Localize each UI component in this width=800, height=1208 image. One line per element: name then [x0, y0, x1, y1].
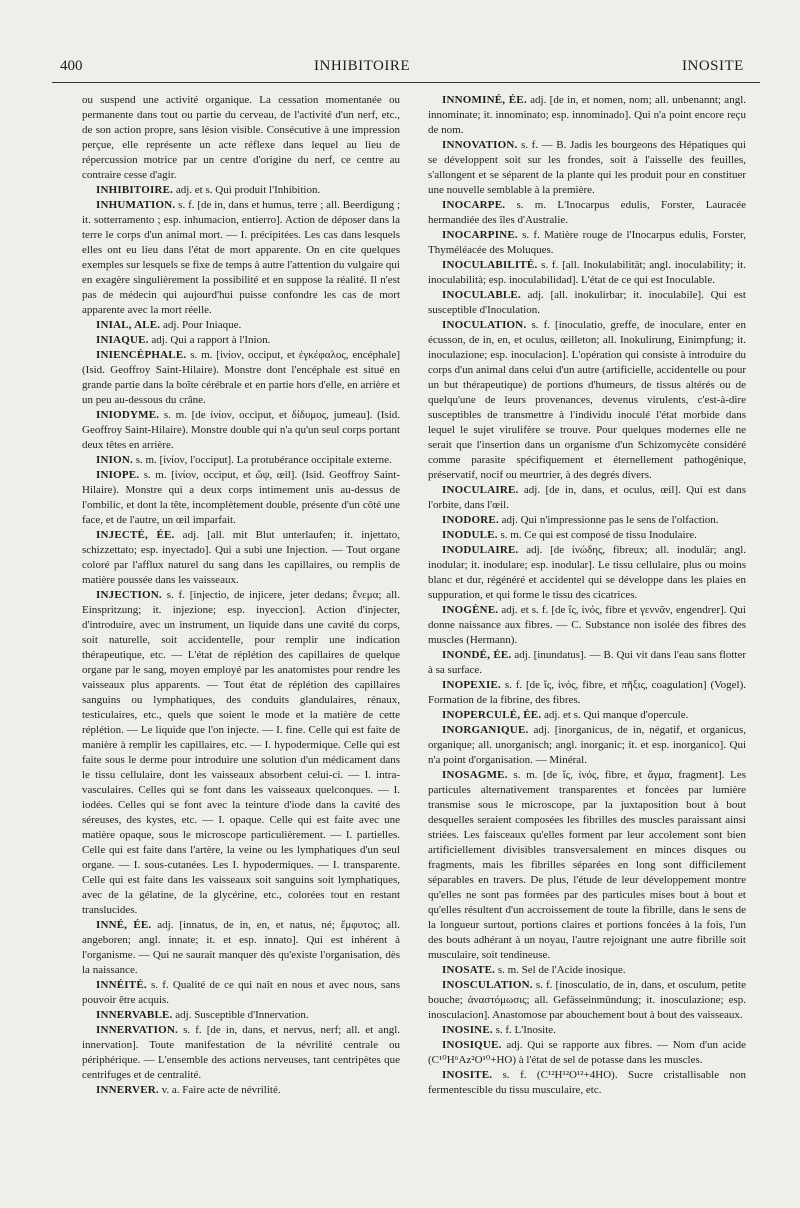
entry-headword: INOGÈNE.: [442, 604, 499, 616]
entry-definition: adj. et s. Qui manque d'opercule.: [541, 709, 689, 721]
entry-definition: s. f. — B. Jadis les bourgeons des Hépatiques qui se développent soit sur les frondes, soit à l'aisselle des feuilles, s'allongent et se séparent de la plante qui les produit pour en constituer une nouvelle semblable à la première.: [428, 139, 746, 196]
dictionary-entry: [428, 1038, 746, 1068]
entry-definition: s. f. [all. Inokulabilität; angl. inoculability; it. inoculabilità; esp. inoculabilidad]. L'état de ce qui est Inoculable.: [428, 259, 746, 286]
entry-definition: adj. Pour Iniaque.: [160, 319, 242, 331]
entry-headword: INOCULAIRE.: [442, 484, 519, 496]
entry-headword: INNERVATION.: [96, 1024, 178, 1036]
entry-headword: INOSIQUE.: [442, 1039, 502, 1051]
left-column: [82, 93, 400, 1098]
dictionary-entry: [82, 918, 400, 978]
entry-definition: adj. Qui a rapport à l'Inion.: [148, 334, 271, 346]
entry-headword: INODULAIRE.: [442, 544, 519, 556]
entry-headword: INNOMINÉ, ÉE.: [442, 94, 527, 106]
dictionary-entry: [82, 528, 400, 588]
entry-definition: s. m. [de ἰνίον, occiput, et δίδυμος, jumeau]. (Isid. Geoffroy Saint-Hilaire). Monstre double qui n'a qu'un seul corps portant deux têtes en arrière.: [82, 409, 400, 451]
entry-headword: INOCARPE.: [442, 199, 506, 211]
entry-definition: s. f. Qualité de ce qui naît en nous et avec nous, sans pouvoir être acquis.: [82, 979, 400, 1006]
entry-definition: ou suspend une activité organique. La cessation momentanée ou permanente dans tout ou partie du cerveau, de l'activité d'un nerf, etc., de son action propre, sans lésion visible. Consécutive à une impression perçue, elle représente un acte réflexe dans lequel au lieu de répercussion motrice par un centre d'origine du nerf, ce centre au contraire cesse d'agir.: [82, 94, 400, 181]
running-head-left: INHIBITOIRE: [314, 58, 411, 74]
dictionary-entry: [82, 1083, 400, 1098]
dictionary-entry: [82, 1023, 400, 1083]
dictionary-entry: [428, 723, 746, 768]
dictionary-entry: [428, 963, 746, 978]
entry-definition: s. f. [de in, dans, et nervus, nerf; all. et angl. innervation]. Toute manifestation de la névrilité centrale ou périphérique. — L'ensemble des actions nerveuses, tant centripètes que centrifuges et de centralité.: [82, 1024, 400, 1081]
entry-headword: INOSINE.: [442, 1024, 493, 1036]
entry-headword: INHUMATION.: [96, 199, 176, 211]
entry-definition: s. m. [ἰνίον, occiput, et ἐγκέφαλος, encéphale] (Isid. Geoffroy Saint-Hilaire). Monstre dont l'encéphale est situé en grande partie dans la boîte cérébrale et en partie hors d'elle, en arrière et un peu au-dessous du crâne.: [82, 349, 400, 406]
entry-headword: INNÉ, ÉE.: [96, 919, 152, 931]
entry-headword: INODULE.: [442, 529, 498, 541]
dictionary-entry: [428, 138, 746, 198]
dictionary-entry: [428, 288, 746, 318]
entry-definition: s. m. Ce qui est composé de tissu Inodulaire.: [497, 529, 697, 541]
dictionary-entry: [428, 513, 746, 528]
dictionary-entry: [82, 468, 400, 528]
entry-definition: adj. et s. f. [de ἴς, ἰνός, fibre et γεννᾶν, engendrer]. Qui donne naissance aux fibres. — C. Substance non isolée des fibres des muscles (Hermann).: [428, 604, 746, 646]
entry-headword: INIODYME.: [96, 409, 160, 421]
entry-definition: adj. [inorganicus, de in, négatif, et organicus, organique; all. unorganisch; angl. inorganic; it. et esp. inorganico]. Qui n'a point d'organisation. — Minéral.: [428, 724, 746, 766]
page-header: [52, 54, 760, 83]
dictionary-entry: [82, 348, 400, 408]
entry-definition: adj. et s. Qui produit l'Inhibition.: [173, 184, 321, 196]
entry-headword: INONDÉ, ÉE.: [442, 649, 512, 661]
entry-definition: adj. Qui se rapporte aux fibres. — Nom d'un acide (C¹⁰H⁶Az²O¹⁰+HO) à l'état de sel de potasse dans les muscles.: [428, 1039, 746, 1066]
entry-definition: v. a. Faire acte de névrilité.: [158, 1084, 281, 1096]
entry-headword: INOCARPINE.: [442, 229, 518, 241]
entry-definition: s. f. [de in, dans et humus, terre ; all. Beerdigung ; it. sotterramento ; esp. inhumacion, entierro]. Action de déposer dans la terre le corps d'un animal mort. — I. précipitées. Les cas dans lesquels elles ont eu lieu dans l'état de mort apparente. On en cite quelques exemples sur lesquels se fixe de temps à autre l'attention du vulgaire qui en exagère singulièrement la possibilité et en suppose la réalité. Il n'est pas de médecin qui aujourd'hui puisse confondre les cas de mort apparente avec la mort réelle.: [82, 199, 400, 316]
page-number: 400: [60, 58, 83, 74]
entry-definition: adj. [de in, et nomen, nom; all. unbenannt; angl. innominate; it. innominato; esp. innominado]. Qui n'a point encore reçu de nom.: [428, 94, 746, 136]
dictionary-entry: [428, 93, 746, 138]
dictionary-entry: [428, 483, 746, 513]
entry-headword: INNERVER.: [96, 1084, 159, 1096]
entry-headword: INJECTION.: [96, 589, 162, 601]
entry-definition: s. f. [injectio, de injicere, jeter dedans; ἔνεμα; all. Einspritzung; it. injezione; esp. inyeccion]. Action d'injecter, d'introduire, avec un instrument, un liquide dans une cavité du corps, soit naturelle, soit accidentelle, pour remplir une indication thérapeutique, etc. — L'état de réplétion des capillaires de quelque organe par le sang, moyen employé par les anatomistes pour rendre les vaisseaux plus apparents. — Tout état de réplétion des capillaires sanguins ou lymphatiques, des conduits glandulaires, rénaux, testiculaires, etc., quels que soient le mode et la matière de cette réplétion. — Le liquide que l'on injecte. — I. fine. Celle qui est faite de manière à remplir les capillaires, etc. — I. hypodermique. Celle qui est faite sous le derme pour introduire une solution d'un médicament dans le tissu cellulaire, dont les vaisseaux absorbent celui-ci. — I. intra-vasculaires. Celles qui se font dans les vaisseaux quelconques. — I. iodées. Celles qui se font avec la teinture d'iode dans la cavité des séreuses, des kystes, etc. — I. opaque. Celle qui est faite avec une matière opaque, sous le microscope particulièrement. — I. partielles. Celle qui est faite dans l'artère, la veine ou les lymphatiques d'un seul organe. — I. sous-cutanées. Les I. hypodermiques. — I. transparente. Celle qui est faite dans les vaisseaux soit sanguins soit lymphatiques, avec de la gélatine, de la glycérine, etc., colorées tout en restant translucides.: [82, 589, 400, 916]
entry-headword: INNÉITÉ.: [96, 979, 147, 991]
dictionary-entry: [428, 1068, 746, 1098]
dictionary-entry: [428, 678, 746, 708]
entry-definition: adj. [innatus, de in, en, et natus, né; ἔμφυτος; all. angeboren; angl. innate; it. et esp. innato]. Qui est inhérent à l'organisme. — Qui ne saurait manquer dès qu'existe l'organisation, dès la naissance.: [82, 919, 400, 976]
dictionary-entry: [428, 543, 746, 603]
dictionary-entry: [428, 603, 746, 648]
dictionary-entry: [82, 333, 400, 348]
entry-headword: INOSATE.: [442, 964, 496, 976]
dictionary-entry: [82, 93, 400, 183]
entry-definition: adj. Qui n'impressionne pas le sens de l'olfaction.: [498, 514, 719, 526]
dictionary-entry: [428, 708, 746, 723]
dictionary-entry: [428, 768, 746, 963]
entry-definition: s. m. [ἰνίον, l'occiput]. La protubérance occipitale externe.: [132, 454, 392, 466]
dictionary-entry: [82, 453, 400, 468]
entry-headword: INORGANIQUE.: [442, 724, 529, 736]
entry-definition: s. m. [de ἴς, ἰνός, fibre, et ἄγμα, fragment]. Les particules alternativement transparentes et foncées par lumière transmise sous le microscope, par la juxtaposition bout à bout desquelles seraient composées les fibrilles des muscles paraissant ainsi striées. Les faisceaux qu'elles forment par leur accolement sont bien artificiellement divisibles transversalement en minces disques ou fragments, mais les fibrilles séparées en long sont difficilement séparables en travers. De plus, l'étude de leur développement montre qu'elles ne sont pas formées par des particules mises bout à bout et qu'elles résultent d'un accroissement de toute la fibrille, dans le sens de la longueur surtout, portions claires et portions foncées à la fois, l'un des bouts adhérant à un noyau, l'autre rejoignant une autre fibrille soit musculaire, soit tendineuse.: [428, 769, 746, 961]
dictionary-entry: [428, 1023, 746, 1038]
entry-definition: s. f. (C¹²H¹²O¹²+4HO). Sucre cristallisable non fermentescible du tissu musculaire, etc.: [428, 1069, 746, 1096]
entry-headword: INOCULATION.: [442, 319, 527, 331]
entry-headword: INODORE.: [442, 514, 499, 526]
dictionary-entry: [82, 1008, 400, 1023]
dictionary-entry: [82, 318, 400, 333]
entry-definition: s. f. [de ἴς, ἰνός, fibre, et πῆξις, coagulation] (Vogel). Formation de la fibrine, des fibres.: [428, 679, 746, 706]
dictionary-entry: [82, 588, 400, 918]
entry-headword: INOPERCULÉ, ÉE.: [442, 709, 542, 721]
entry-headword: INOCULABILITÉ.: [442, 259, 538, 271]
entry-headword: INION.: [96, 454, 133, 466]
dictionary-entry: [82, 183, 400, 198]
entry-definition: s. f. L'Inosite.: [492, 1024, 556, 1036]
entry-headword: INIAL, ALE.: [96, 319, 161, 331]
entry-headword: INOCULABLE.: [442, 289, 521, 301]
entry-headword: INOSITE.: [442, 1069, 493, 1081]
entry-definition: adj. [all. inokulirbar; it. inoculabile]. Qui est susceptible d'Inoculation.: [428, 289, 746, 316]
dictionary-entry: [428, 528, 746, 543]
entry-definition: s. m. L'Inocarpus edulis, Forster, Lauracée hermandiée des îles d'Australie.: [428, 199, 746, 226]
entry-headword: INIAQUE.: [96, 334, 149, 346]
dictionary-entry: [428, 318, 746, 483]
dictionary-entry: [82, 408, 400, 453]
entry-headword: INNERVABLE.: [96, 1009, 173, 1021]
entry-headword: INIOPE.: [96, 469, 140, 481]
entry-definition: adj. [de in, dans, et oculus, œil]. Qui est dans l'orbite, dans l'œil.: [428, 484, 746, 511]
entry-headword: INJECTÉ, ÉE.: [96, 529, 175, 541]
dictionary-entry: [428, 198, 746, 228]
entry-definition: s. f. Matière rouge de l'Inocarpus edulis, Forster, Thyméléacée des Moluques.: [428, 229, 746, 256]
entry-definition: adj. [all. mit Blut unterlaufen; it. injettato, schizzettato; esp. inyectado]. Qui a subi une Injection. — Tout organe coloré par l'afflux naturel du sang dans les capillaires, ou remplis de matière poussée dans les vaisseaux.: [82, 529, 400, 586]
entry-headword: INNOVATION.: [442, 139, 518, 151]
entry-definition: adj. [inundatus]. — B. Qui vit dans l'eau sans flotter à sa surface.: [428, 649, 746, 676]
entry-headword: INOSCULATION.: [442, 979, 533, 991]
dictionary-entry: [428, 258, 746, 288]
running-head-right: INOSITE: [682, 58, 744, 74]
dictionary-entry: [428, 228, 746, 258]
entry-headword: INHIBITOIRE.: [96, 184, 174, 196]
dictionary-entry: [428, 978, 746, 1023]
entry-headword: INIENCÉPHALE.: [96, 349, 187, 361]
entry-definition: s. f. [inosculatio, de in, dans, et osculum, petite bouche; ἀναστόμωσις; all. Gefässeinmündung; it. inosculazione; esp. inosculacion]. Anastomose par abouchement bout à bout des vaisseaux.: [428, 979, 746, 1021]
entry-definition: adj. Susceptible d'Innervation.: [172, 1009, 309, 1021]
dictionary-entry: [428, 648, 746, 678]
dictionary-entry: [82, 198, 400, 318]
dictionary-entry: [82, 978, 400, 1008]
entry-headword: INOPEXIE.: [442, 679, 501, 691]
entry-definition: adj. [de ἰνώδης, fibreux; all. inodulär; angl. inodular; it. inodulare; esp. inodular]. Le tissu cellulaire, plus ou moins blanc et dur, régénéré et accidentel qui se développe dans les plaies en suppuration, et qui forme le tissu des cicatrices.: [428, 544, 746, 601]
entry-definition: s. f. [inoculatio, greffe, de inoculare, enter en écusson, de in, en, et oculus, œilleton; all. Inokulirung, Einimpfung; it. inoculazione; esp. inoculacion]. L'opération qui consiste à introduire du corps d'un animal dans celui d'un autre (artificielle, accidentelle ou pour un but thérapeutique) de portions d'humeurs, de tissus altérés ou de quelqu'une de leurs provenances, devenus virulents, c'est-à-dire susceptibles de transmettre à l'individu inoculé l'état morbide dans lequel le sujet virulifère se trouve. Pour quelques modernes elle ne serait que l'insertion dans un organisme d'un Schizomycète considéré comme parasite spécifiquement et éternellement pathogénique, préservatif, nocif ou meurtrier, à des degrés divers.: [428, 319, 746, 481]
entry-definition: s. m. [ἰνίον, occiput, et ὤψ, œil]. (Isid. Geoffroy Saint-Hilaire). Monstre qui a deux corps intimement unis au-dessus de l'ombilic, et dont la tête, incomplètement double, présente d'un côté une face, et de l'autre, un œil imparfait.: [82, 469, 400, 526]
entry-definition: s. m. Sel de l'Acide inosique.: [495, 964, 626, 976]
entry-headword: INOSAGME.: [442, 769, 508, 781]
right-column: [428, 93, 746, 1098]
